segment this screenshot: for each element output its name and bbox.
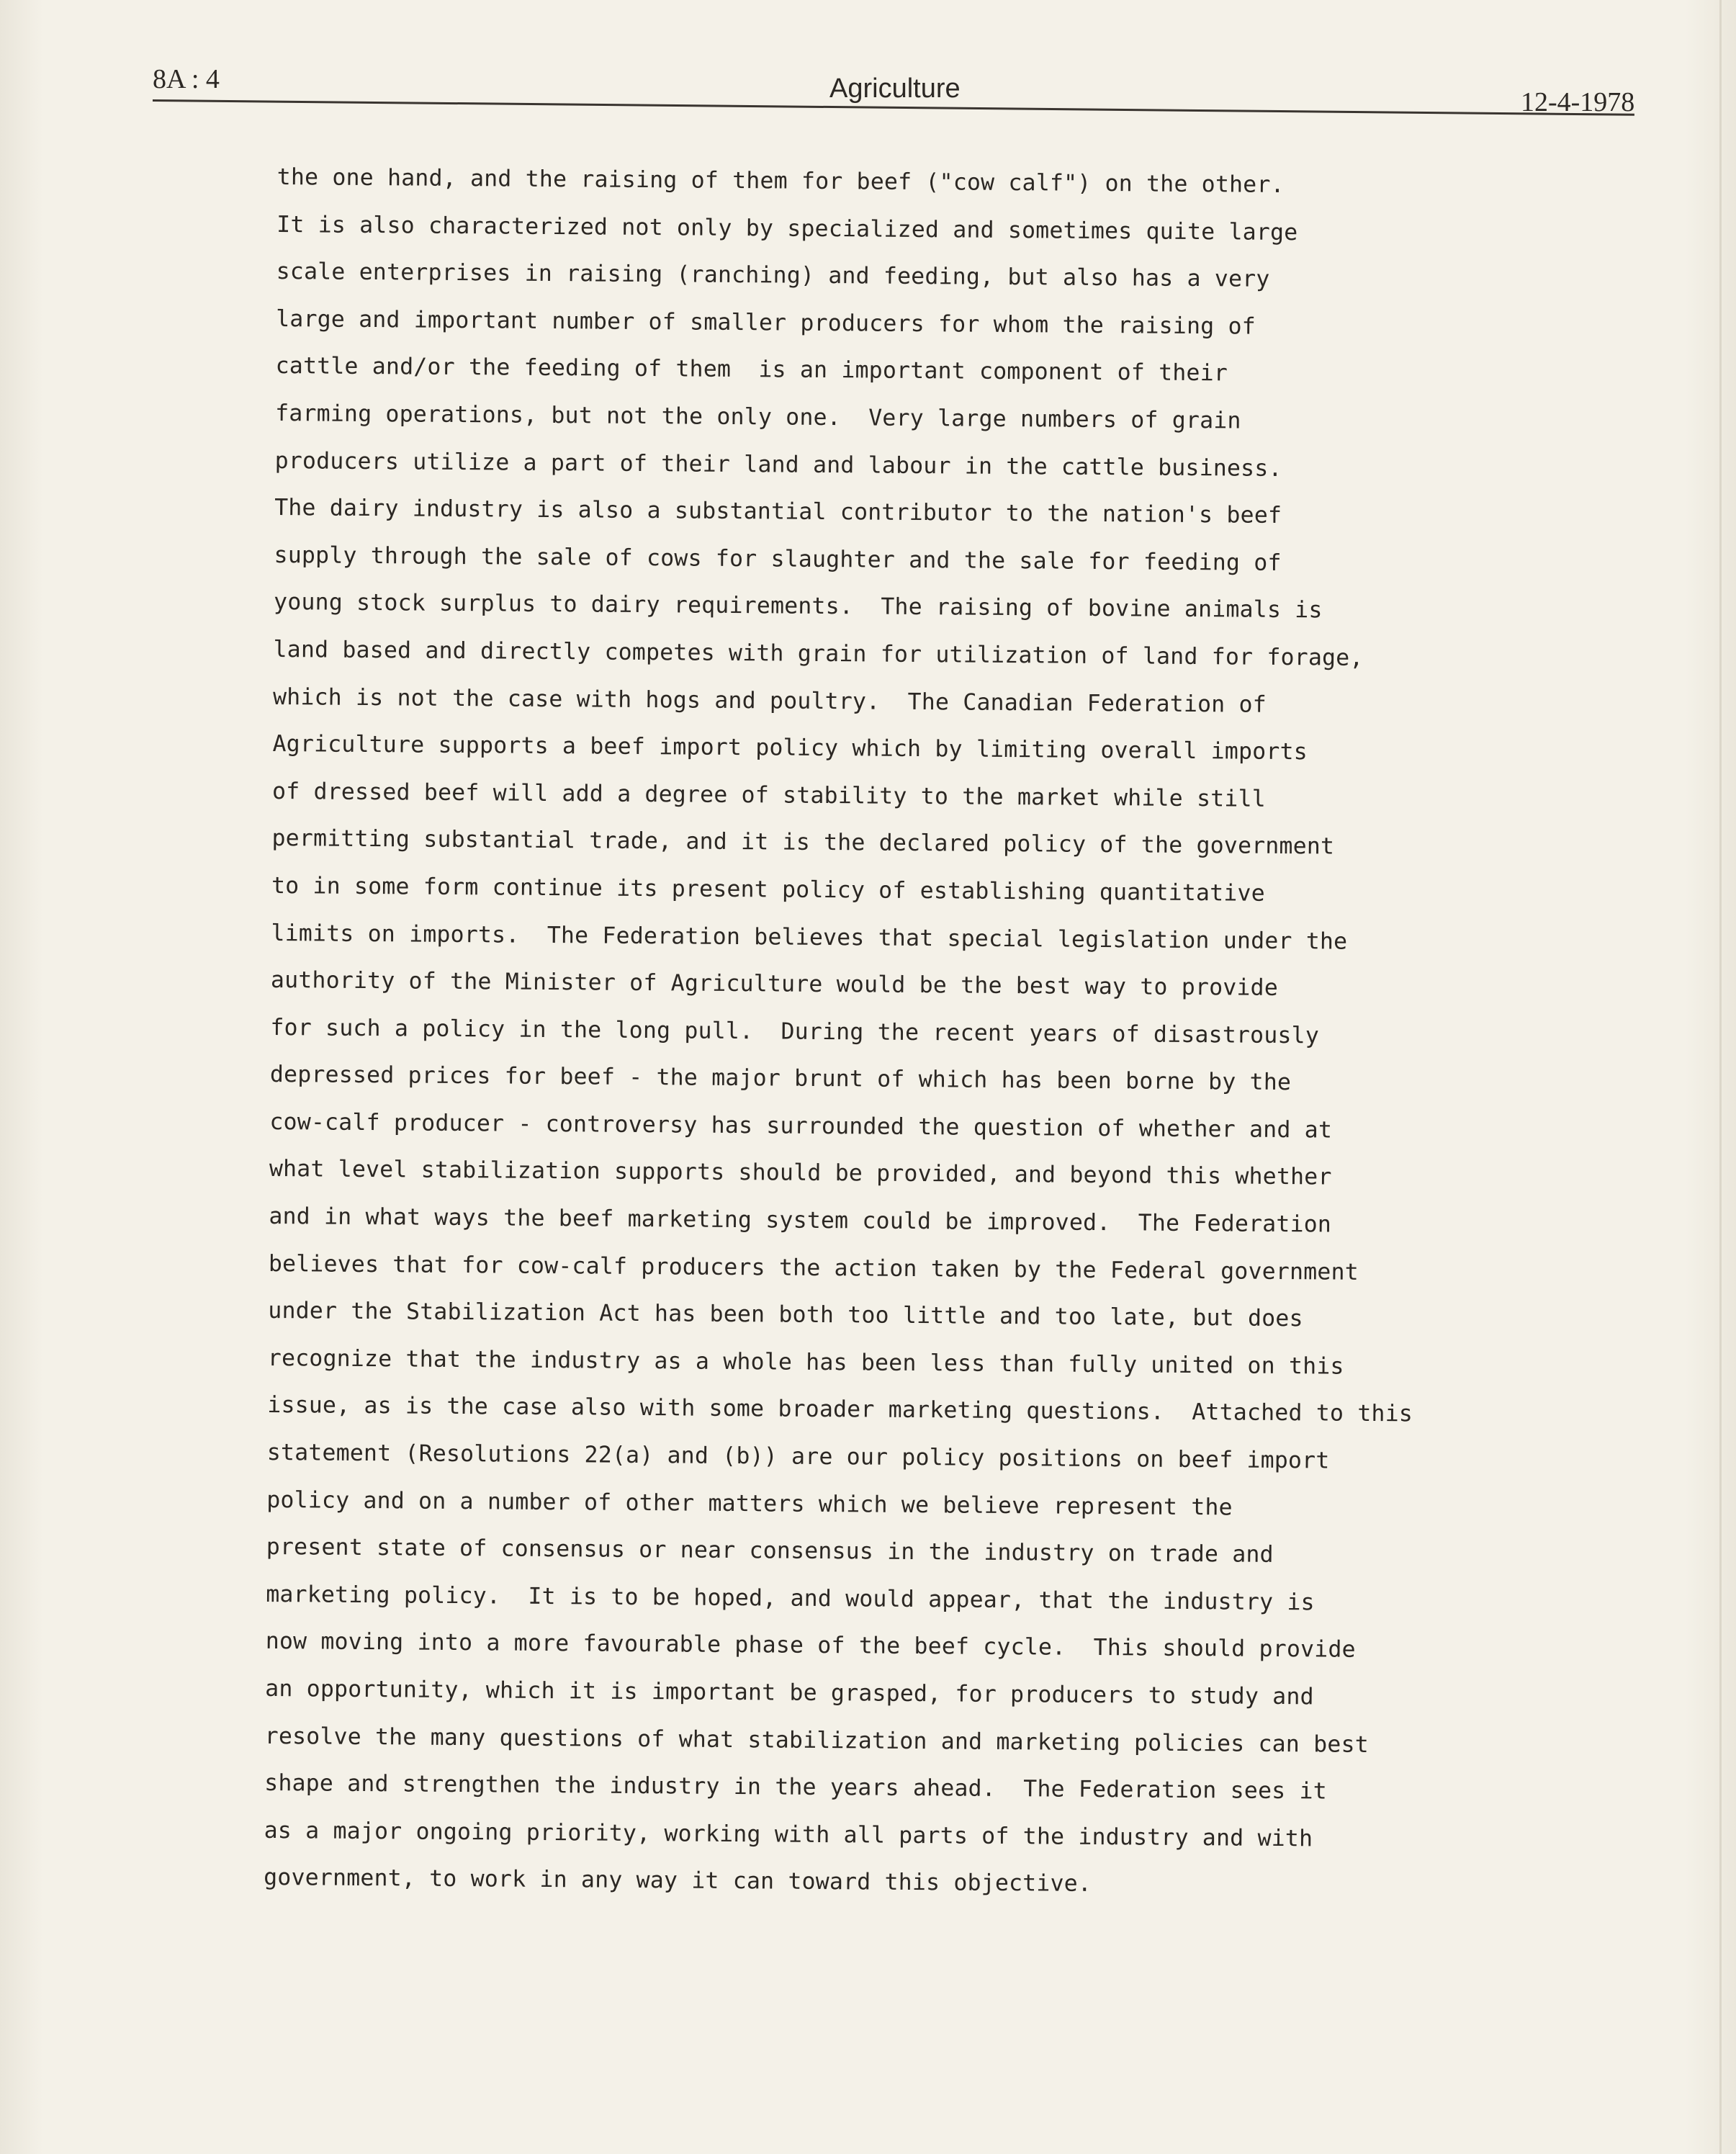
page-number: 8A : 4 [153,64,220,94]
text-line: for such a policy in the long pull. During the recent years of disastrously [270,1014,1320,1049]
text-line: and in what ways the beef marketing system could be improved. The Federation [269,1203,1332,1238]
text-line: under the Stabilization Act has been both too little and too late, but does [268,1298,1303,1332]
text-line: land based and directly competes with grain for utilization of land for forage, [273,636,1364,671]
text-line: recognize that the industry as a whole has been less than fully united on this [267,1345,1344,1380]
text-line: farming operations, but not the only one. Very large numbers of grain [275,400,1241,434]
page-header [0,0,1736,144]
text-line: supply through the sale of cows for slaughter and the sale for feeding of [274,542,1282,576]
text-line: Agriculture supports a beef import policy which by limiting overall imports [272,731,1308,766]
text-line: believes that for cow-calf producers the action taken by the Federal government [268,1250,1359,1285]
text-line: issue, as is the case also with some broader marketing questions. Attached to this [267,1392,1413,1427]
text-line: scale enterprises in raising (ranching) and feeding, but also has a very [276,259,1270,293]
text-line: as a major ongoing priority, working with all parts of the industry and with [264,1817,1313,1852]
header-date: 12-4-1978 [1521,87,1635,117]
text-line: depressed prices for beef - the major brunt of which has been borne by the [269,1062,1292,1096]
text-line: marketing policy. It is to be hoped, and would appear, that the industry is [266,1581,1315,1616]
text-line: resolve the many questions of what stabilization and marketing policies can best [264,1723,1370,1758]
text-line: what level stabilization supports should be provided, and beyond this whether [269,1156,1332,1191]
text-line: present state of consensus or near consensus in the industry on trade and [266,1534,1274,1569]
text-line: The dairy industry is also a substantial contributor to the nation's beef [274,495,1282,529]
text-line: large and important number of smaller producers for whom the raising of [276,305,1256,340]
text-line: young stock surplus to dairy requirements. The raising of bovine animals is [273,589,1323,624]
text-line: statement (Resolutions 22(a) and (b)) are our policy positions on beef import [266,1439,1330,1474]
text-line: cow-calf producer - controversy has surrounded the question of whether and at [269,1108,1333,1144]
text-line: It is also characterized not only by specialized and sometimes quite large [276,211,1298,246]
text-line: producers utilize a part of their land and labour in the cattle business. [274,447,1282,482]
text-line: policy and on a number of other matters which we believe represent the [266,1486,1233,1521]
text-line: an opportunity, which it is important be grasped, for producers to study and [265,1675,1314,1710]
text-line: limits on imports. The Federation believes that special legislation under the [271,920,1348,955]
text-line: shape and strengthen the industry in the years ahead. The Federation sees it [264,1770,1328,1805]
text-line: permitting substantial trade, and it is the declared policy of the government [271,825,1335,860]
text-line: the one hand, and the raising of them for beef ("cow calf") on the other. [276,163,1285,198]
text-line: authority of the Minister of Agriculture would be the best way to provide [270,967,1279,1002]
text-line: now moving into a more favourable phase of the beef cycle. This should provide [265,1628,1356,1664]
text-line: of dressed beef will add a degree of stability to the market while still [271,778,1267,812]
running-title: Agriculture [829,73,961,104]
body-text [264,154,1552,1912]
text-line: to in some form continue its present policy of establishing quantitative [271,872,1265,907]
page-fold-shadow [1719,0,1722,2154]
text-line: which is not the case with hogs and poultry. The Canadian Federation of [272,683,1267,718]
text-line: government, to work in any way it can toward this objective. [264,1864,1092,1898]
text-line: cattle and/or the feeding of them is an important component of their [275,353,1228,387]
